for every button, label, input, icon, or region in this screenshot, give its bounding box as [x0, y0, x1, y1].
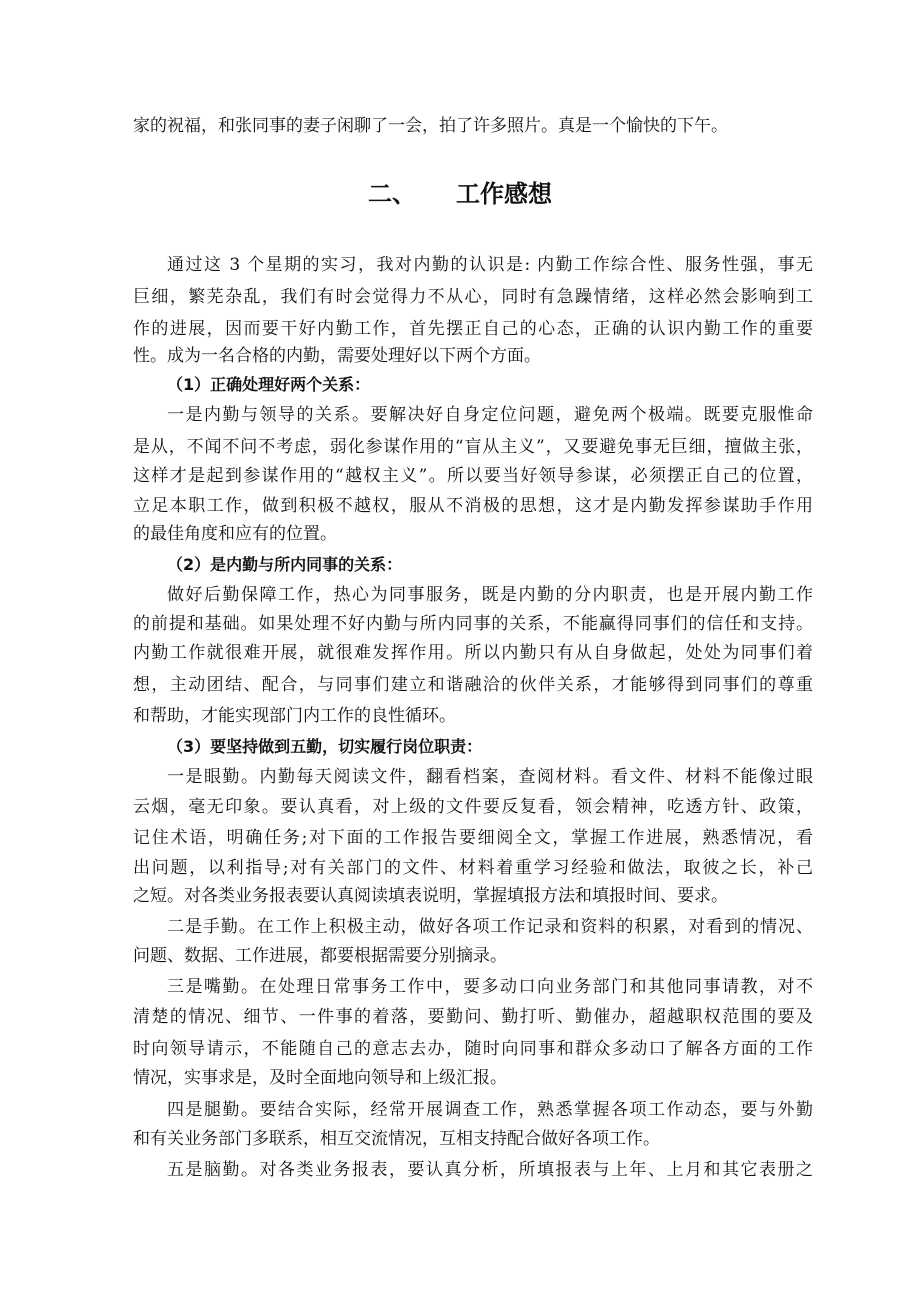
section-title: 工作感想	[456, 180, 552, 208]
para3-line-1: 做好后勤保障工作，热心为同事服务，既是内勤的分内职责，也是开展内勤工作	[167, 585, 813, 605]
para2-line-1: 一是内勤与领导的关系。要解决好自身定位问题，避免两个极端。既要克服惟命	[167, 405, 813, 425]
subheading-1: （1）正确处理好两个关系：	[167, 375, 371, 394]
para1-line-1: 通过这 3 个星期的实习，我对内勤的认识是: 内勤工作综合性、服务性强，事无	[167, 255, 813, 275]
para6-line-3: 时向领导请示，不能随自己的意志去办，随时向同事和群众多动口了解各方面的工作	[133, 1039, 813, 1059]
subheading-2: （2）是内勤与所内同事的关系：	[167, 555, 403, 574]
para1-line-4: 性。成为一名合格的内勤，需要处理好以下两个方面。	[133, 346, 541, 366]
para3-line-3: 内勤工作就很难开展，就很难发挥作用。所以内勤只有从自身做起，处处为同事们着	[133, 643, 813, 663]
para6-line-2: 清楚的情况、细节、一件事的着落，要勤问、勤打听、勤催办，超越职权范围的要及	[133, 1007, 813, 1027]
para6-line-1: 三是嘴勤。在处理日常事务工作中，要多动口向业务部门和其他同事请教，对不	[167, 977, 813, 997]
para4-line-3: 记住术语，明确任务;对下面的工作报告要细阅全文，掌握工作进展，熟悉情况，看	[133, 828, 813, 848]
para2-line-5: 的最佳角度和应有的位置。	[133, 524, 337, 544]
para4-line-5: 之短。对各类业务报表要认真阅读填表说明，掌握填报方法和填报时间、要求。	[133, 886, 728, 906]
para8-line-1: 五是脑勤。对各类业务报表，要认真分析，所填报表与上年、上月和其它表册之	[167, 1160, 813, 1180]
para7-line-1: 四是腿勤。要结合实际，经常开展调查工作，熟悉掌握各项工作动态，要与外勤	[167, 1100, 813, 1120]
subheading-3: （3）要坚持做到五勤，切实履行岗位职责：	[167, 737, 483, 756]
para2-line-4: 立足本职工作，做到积极不越权，服从不消极的思想，这才是内勤发挥参谋助手作用	[133, 496, 813, 516]
para4-line-4: 出问题，以利指导;对有关部门的文件、材料着重学习经验和做法，取彼之长，补己	[133, 858, 813, 878]
para7-line-2: 和有关业务部门多联系，相互交流情况，互相支持配合做好各项工作。	[133, 1129, 660, 1149]
para5-line-2: 问题、数据、工作进展，都要根据需要分别摘录。	[133, 946, 507, 966]
para2-line-2: 是从，不闻不问不考虑，弱化参谋作用的“盲从主义”，又要避免事无巨细，擅做主张，	[133, 437, 813, 457]
section-heading	[0, 176, 920, 212]
para1-line-2: 巨细，繁芜杂乱，我们有时会觉得力不从心，同时有急躁情绪，这样必然会影响到工	[133, 287, 813, 307]
para2-line-3: 这样才是起到参谋作用的“越权主义”。所以要当好领导参谋，必须摆正自己的位置，	[133, 466, 813, 486]
intro-line: 家的祝福，和张同事的妻子闲聊了一会，拍了许多照片。真是一个愉快的下午。	[133, 116, 728, 136]
para4-line-2: 云烟，毫无印象。要认真看，对上级的文件要反复看，领会精神，吃透方针、政策，	[133, 797, 813, 817]
para5-line-1: 二是手勤。在工作上积极主动，做好各项工作记录和资料的积累，对看到的情况、	[167, 917, 813, 937]
para3-line-5: 和帮助，才能实现部门内工作的良性循环。	[133, 706, 456, 726]
para3-line-4: 想，主动团结、配合，与同事们建立和谐融洽的伙伴关系，才能够得到同事们的尊重	[133, 675, 813, 695]
para1-line-3: 作的进展，因而要干好内勤工作，首先摆正自己的心态，正确的认识内勤工作的重要	[133, 319, 813, 339]
para6-line-4: 情况，实事求是，及时全面地向领导和上级汇报。	[133, 1068, 507, 1088]
section-number: 二、	[368, 180, 416, 208]
para3-line-2: 的前提和基础。如果处理不好内勤与所内同事的关系，不能赢得同事们的信任和支持。	[133, 614, 813, 634]
para4-line-1: 一是眼勤。内勤每天阅读文件，翻看档案，查阅材料。看文件、材料不能像过眼	[167, 767, 813, 787]
